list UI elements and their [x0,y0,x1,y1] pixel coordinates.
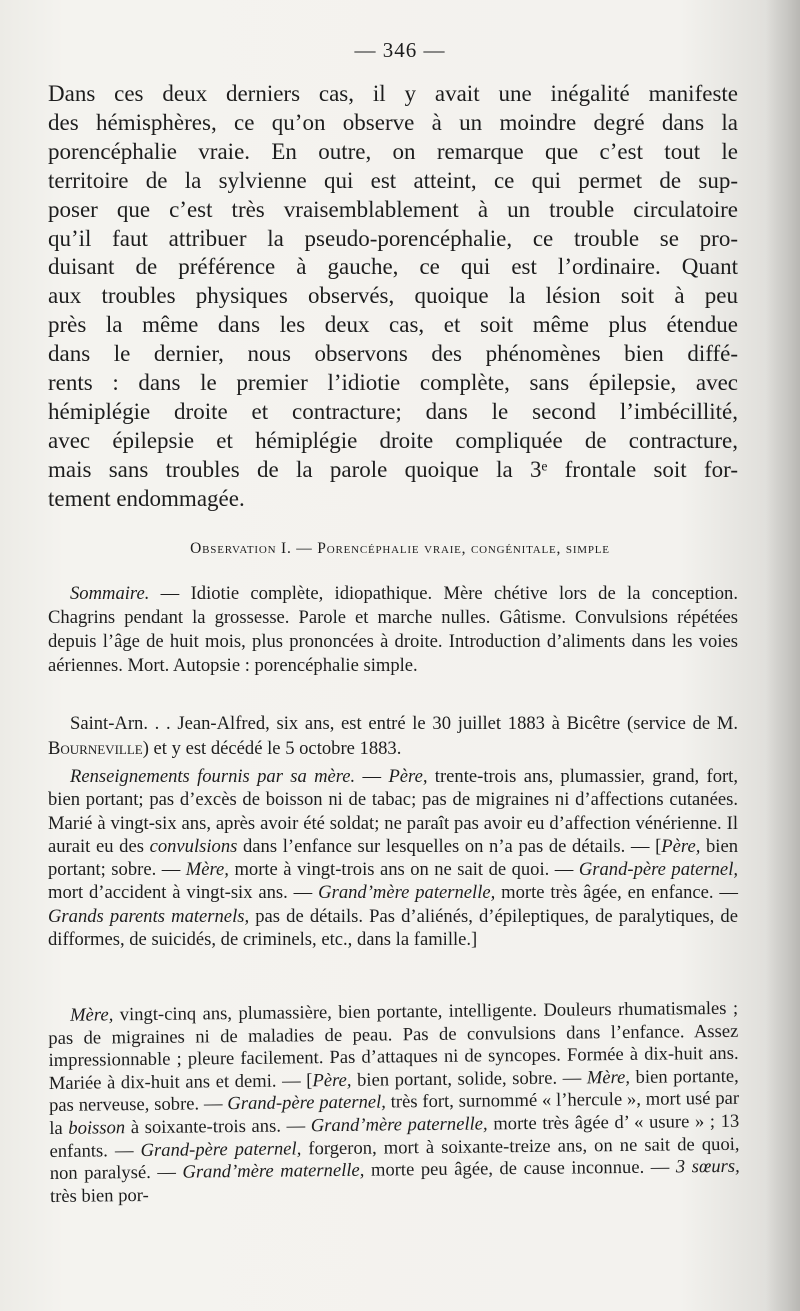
text: morte à vingt-trois ans on ne sait de quoi. — [228,859,579,881]
text: — [355,766,389,787]
text-line: avec épilepsie et hémiplégie droite compliquée de contracture, [48,427,738,453]
text: bien portant; sobre. — [48,835,739,881]
text-line: des hémisphères, ce qu’on observe à un moindre degré dans la [48,109,738,135]
text-line: tement endommagée. [48,485,245,511]
text: bien portante, pas nerveuse, sobre. — [48,1065,739,1117]
text-italic: boisson [68,1117,126,1139]
text-line: territoire de la sylvienne qui est atteint, ce qui permet de sup- [48,167,738,193]
text-italic: Grand’mère paternelle, [318,882,496,904]
sommaire-text: — Idiotie complète, idiopathique. Mère chétive lors de la conception. Chagrins pendant la grossesse. Parole et marche nulles. Gâtisme. Convulsions répétées depuis l’âge de huit mois, plus prononcées à droite. Introduction d’aliments dans les voies aériennes. Mort. Autopsie : porencéphalie simple. [48,583,738,676]
text-line: porencéphalie vraie. En outre, on remarque que c’est tout le [48,138,738,164]
text-line: poser que c’est très vraisemblablement à un trouble circulatoire [48,196,738,222]
text-italic: Mère, [185,859,229,881]
text-italic: Mère, [586,1066,631,1089]
paragraph-discussion [48,80,738,514]
admission-text: Saint-Arn. . . Jean-Alfred, six ans, est entré le 30 juillet 1883 à Bicêtre (service de M. [70,713,738,734]
text: morte peu âgée, de cause inconnue. — [364,1156,676,1181]
page-edge-shadow [766,0,800,1311]
text-line: dans le dernier, nous observons des phénomènes bien diffé- [48,341,738,367]
text-line: près la même dans les deux cas, et soit même plus étendue [48,312,738,338]
physician-name: Bourneville [48,737,143,759]
text-line: aux troubles physiques observés, quoique la lésion soit à peu [48,283,738,309]
father-history-paragraph [48,765,738,951]
text: morte très âgée d’ « usure » ; 13 enfants. — [49,1110,740,1162]
sommaire-paragraph [48,582,738,678]
text-line: duisant de préférence à gauche, ce qui est l’ordinaire. Quant [48,254,738,280]
section-heading: Observation I. — Porencéphalie vraie, congénitale, simple [190,540,610,557]
text: pas de détails. Pas d’aliénés, d’épileptiques, de paralytiques, de difformes, de suicidés, de criminels, etc., dans la famille.] [48,905,738,951]
text-italic: convulsions [149,835,238,857]
text-italic: Père, [661,835,701,857]
text-italic: Grand-père paternel, [227,1091,386,1115]
text: mort d’accident à vingt-six ans. — [48,882,319,904]
text-italic: Renseignements fournis par sa mère. [70,766,356,787]
text-line: rents : dans le premier l’idiotie complète, sans épilepsie, avec [48,370,738,396]
text-italic: Grand-père paternel, [140,1137,302,1161]
text: à soixante-trois ans. — [125,1115,311,1139]
text-italic: Grand’mère maternelle, [182,1159,365,1183]
text: dans l’enfance sur lesquelles on n’a pas de détails. — [ [237,835,662,857]
page-number: — 346 — [354,38,446,62]
text: trente-trois ans, plumassier, grand, fort, bien portant; pas d’excès de boisson ni de tabac; pas de migraines ni d’affections cutanées. Marié à vingt-six ans, après avoir été soldat; ne paraît pas avoir eu d’affection vénérienne. Il aurait eu des [48,766,738,857]
text-line: Dans ces deux derniers cas, il y avait une inégalité manifeste [48,81,738,106]
sommaire-label: Sommaire. [70,583,150,604]
patient-admission-paragraph [48,712,738,761]
text: vingt-cinq ans, plumassière, bien portante, intelligente. Douleurs rhumatismales ; pas de migraines ni de maladies de peau. Pas de convulsions dans l’enfance. Assez impressionnable ; pleure facilement. Pas d’attaques ni de syncopes. Formée à dix-huit ans. Mariée à dix-huit ans et demi. — [ [48,997,739,1094]
text: forgeron, mort à soixante-treize ans, on ne sait de quoi, non paralysé. — [49,1133,740,1185]
text-italic: Père, [388,766,428,787]
text-italic: Grands parents maternels, [48,905,250,927]
text-italic: 3 sœurs, [675,1155,740,1178]
text-line: mais sans troubles de la parole quoique la 3ᵉ frontale soit for- [48,456,738,482]
mother-history-paragraph [48,998,740,1209]
text-italic: Grand’mère paternelle, [310,1113,488,1137]
text-line: qu’il faut attribuer la pseudo-porencéphalie, ce trouble se pro- [48,225,738,251]
text: morte très âgée, en enfance. — [495,882,739,904]
text-italic: Père, [312,1069,352,1092]
text: bien portant, solide, sobre. — [351,1067,587,1091]
text-line: hémiplégie droite et contracture; dans le second l’imbécillité, [48,398,738,424]
text: très bien por- [49,1184,149,1207]
text-italic: Grand-père paternel, [578,859,739,881]
text-italic: Mère, [69,1004,114,1026]
text: très fort, surnommé « l’hercule », mort usé par la [49,1088,740,1139]
admission-text-end: ) et y est décédé le 5 octobre 1883. [142,737,402,759]
